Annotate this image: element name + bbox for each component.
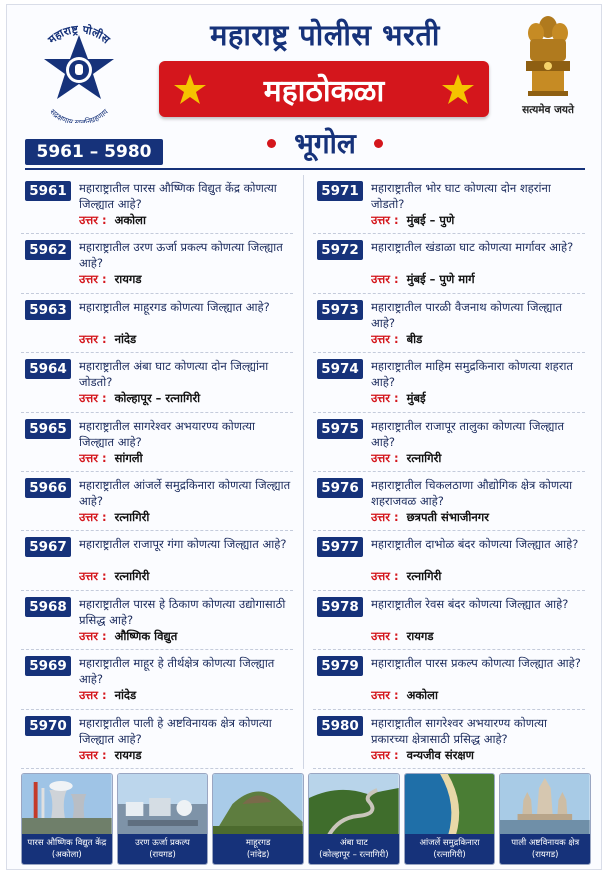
question-item xyxy=(313,294,585,353)
question-text: महाराष्ट्रातील पाली हे अष्टविनायक क्षेत्र कोणत्या जिल्ह्यात आहे? xyxy=(79,715,272,746)
beach-icon xyxy=(405,774,495,836)
title-banner xyxy=(159,61,489,117)
question-item xyxy=(313,353,585,412)
bullet-dot-icon xyxy=(267,139,276,148)
answer-label: उत्तर : xyxy=(79,272,107,287)
photo-caption: पारस औष्णिक विद्युत केंद्र xyxy=(27,838,107,848)
answer-value: रत्नागिरी xyxy=(406,450,442,465)
header-divider xyxy=(25,168,585,170)
answer-label: उत्तर : xyxy=(79,628,107,643)
bullet-dot-icon xyxy=(374,139,383,148)
question-range-badge: 5961 – 5980 xyxy=(25,139,163,165)
photo-fort-hill xyxy=(212,773,304,865)
photo-energy-project xyxy=(117,773,209,865)
answer-value: रत्नागिरी xyxy=(114,509,150,524)
question-number: 5968 xyxy=(25,597,71,617)
photo-caption: अंबा घाट xyxy=(339,838,368,848)
question-item xyxy=(313,175,585,234)
answer-label: उत्तर : xyxy=(371,509,399,524)
question-item xyxy=(21,353,293,412)
question-number: 5966 xyxy=(25,478,71,498)
page-title: महाराष्ट्र पोलीस भरती xyxy=(210,18,440,52)
answer-label: उत्तर : xyxy=(371,569,399,584)
photo-caption-sub: (रायगड) xyxy=(149,850,176,860)
answer-label: उत्तर : xyxy=(371,331,399,346)
answer-row xyxy=(79,748,291,764)
answer-label: उत्तर : xyxy=(79,688,107,703)
question-text: महाराष्ट्रातील उरण ऊर्जा प्रकल्प कोणत्या जिल्ह्यात आहे? xyxy=(79,240,283,271)
star-icon xyxy=(441,72,475,106)
answer-label: उत्तर : xyxy=(79,569,107,584)
answer-label: उत्तर : xyxy=(371,272,399,287)
question-text: महाराष्ट्रातील चिकलठाणा औद्योगिक क्षेत्र कोणत्या शहराजवळ आहे? xyxy=(371,477,573,508)
question-text: महाराष्ट्रातील अंबा घाट कोणत्या दोन जिल्ह्यांना जोडतो? xyxy=(79,359,269,390)
answer-row xyxy=(79,451,291,467)
question-number: 5975 xyxy=(317,419,363,439)
question-text: महाराष्ट्रातील माहूर हे तीर्थक्षेत्र कोणत्या जिल्ह्यात आहे? xyxy=(79,656,275,687)
answer-label: उत्तर : xyxy=(371,747,399,762)
question-number: 5976 xyxy=(317,478,363,498)
photo-power-plant xyxy=(21,773,113,865)
question-number: 5979 xyxy=(317,656,363,676)
temple-icon xyxy=(500,774,590,836)
answer-row xyxy=(371,391,583,407)
answer-label: उत्तर : xyxy=(79,391,107,406)
answer-row xyxy=(79,213,291,229)
answer-row xyxy=(79,391,291,407)
question-number: 5963 xyxy=(25,300,71,320)
subject-heading xyxy=(207,123,443,163)
answer-value: औष्णिक विद्युत xyxy=(114,628,178,643)
question-text: महाराष्ट्रातील माहिम समुद्रकिनारा कोणत्या शहरात आहे? xyxy=(371,359,573,390)
photo-caption: उरण ऊर्जा प्रकल्प xyxy=(135,838,190,848)
question-number: 5970 xyxy=(25,716,71,736)
power-plant-icon xyxy=(22,774,112,836)
question-item xyxy=(21,650,293,709)
answer-label: उत्तर : xyxy=(371,450,399,465)
answer-label: उत्तर : xyxy=(79,747,107,762)
answer-value: बीड xyxy=(406,331,423,346)
answer-row xyxy=(371,748,583,764)
question-number: 5971 xyxy=(317,181,363,201)
question-text: महाराष्ट्रातील सागरेश्वर अभयारण्य कोणत्या प्रकारच्या क्षेत्रासाठी प्रसिद्ध आहे? xyxy=(371,715,548,746)
answer-value: नांदेड xyxy=(114,331,137,346)
question-number: 5964 xyxy=(25,359,71,379)
question-number: 5973 xyxy=(317,300,363,320)
answer-value: मुंबई – पुणे मार्ग xyxy=(406,272,475,287)
answer-row xyxy=(371,688,583,704)
answer-row xyxy=(371,213,583,229)
question-text: महाराष्ट्रातील सागरेश्वर अभयारण्य कोणत्या जिल्ह्यात आहे? xyxy=(79,418,256,449)
question-text: महाराष्ट्रातील आंजर्ले समुद्रकिनारा कोणत्या जिल्ह्यात आहे? xyxy=(79,477,291,508)
photo-ghat-road xyxy=(308,773,400,865)
answer-value: कोल्हापूर – रत्नागिरी xyxy=(114,391,201,406)
answer-row xyxy=(79,688,291,704)
answer-row xyxy=(79,272,291,288)
answer-label: उत्तर : xyxy=(371,688,399,703)
answer-value: रायगड xyxy=(406,628,434,643)
answer-label: उत्तर : xyxy=(371,628,399,643)
ghat-road-icon xyxy=(309,774,399,836)
energy-project-icon xyxy=(118,774,208,836)
question-text: महाराष्ट्रातील पारळी वैजनाथ कोणत्या जिल्ह्यात आहे? xyxy=(371,299,563,330)
answer-label: उत्तर : xyxy=(79,450,107,465)
answer-value: सांगली xyxy=(114,450,143,465)
question-item xyxy=(21,591,293,650)
national-emblem xyxy=(513,11,583,129)
photo-caption-sub: (कोल्हापूर – रत्नागिरी) xyxy=(319,850,389,860)
question-text: महाराष्ट्रातील राजापूर गंगा कोणत्या जिल्ह्यात आहे? xyxy=(79,537,287,552)
column-divider xyxy=(303,175,304,769)
photo-caption: पाली अष्टविनायक क्षेत्र xyxy=(511,838,580,848)
answer-row xyxy=(371,629,583,645)
question-number: 5972 xyxy=(317,240,363,260)
answer-value: रायगड xyxy=(114,747,142,762)
question-item xyxy=(313,710,585,769)
fort-hill-icon xyxy=(213,774,303,836)
questions-right-column xyxy=(313,175,585,769)
photo-caption: आंजर्ले समुद्रकिनारा xyxy=(419,838,480,848)
question-item xyxy=(313,234,585,293)
answer-label: उत्तर : xyxy=(79,509,107,524)
question-number: 5961 xyxy=(25,181,71,201)
star-icon xyxy=(173,72,207,106)
answer-row xyxy=(371,272,583,288)
question-text: महाराष्ट्रातील पारस प्रकल्प कोणत्या जिल्ह्यात आहे? xyxy=(371,656,581,671)
questions-left-column xyxy=(21,175,293,769)
question-text: महाराष्ट्रातील माहूरगड कोणत्या जिल्ह्यात आहे? xyxy=(79,299,270,314)
question-item xyxy=(313,591,585,650)
question-item xyxy=(21,234,293,293)
question-item xyxy=(21,472,293,531)
answer-row xyxy=(79,510,291,526)
answer-value: अकोला xyxy=(406,688,438,703)
logo-top-text: महाराष्ट्र पोलीस xyxy=(45,22,113,47)
answer-label: उत्तर : xyxy=(371,391,399,406)
question-item xyxy=(21,531,293,590)
question-item xyxy=(21,710,293,769)
question-item xyxy=(21,175,293,234)
question-number: 5965 xyxy=(25,419,71,439)
answer-value: छत्रपती संभाजीनगर xyxy=(406,509,489,524)
question-item xyxy=(21,294,293,353)
question-number: 5978 xyxy=(317,597,363,617)
subject-title: भूगोल xyxy=(294,127,356,160)
answer-label: उत्तर : xyxy=(371,213,399,227)
answer-value: नांदेड xyxy=(114,688,137,703)
answer-row xyxy=(371,569,583,585)
question-item xyxy=(313,413,585,472)
poster xyxy=(6,4,602,870)
logo-motto-text: सद्रक्षणाय खलनिग्रहणाय xyxy=(48,107,110,123)
question-number: 5967 xyxy=(25,537,71,557)
answer-value: रायगड xyxy=(114,272,142,287)
photo-caption-sub: (अकोला) xyxy=(51,850,82,860)
question-number: 5977 xyxy=(317,537,363,557)
emblem-motto: सत्यमेव जयते xyxy=(522,104,574,116)
question-number: 5962 xyxy=(25,240,71,260)
question-number: 5969 xyxy=(25,656,71,676)
answer-value: रत्नागिरी xyxy=(406,569,442,584)
photo-caption-sub: (रायगड) xyxy=(531,850,559,860)
question-text: महाराष्ट्रातील पारस औष्णिक विद्युत केंद्र कोणत्या जिल्ह्यात आहे? xyxy=(79,181,277,211)
question-item xyxy=(313,650,585,709)
photo-caption: माहूरगड xyxy=(245,838,271,848)
question-text: महाराष्ट्रातील भोर घाट कोणत्या दोन शहरांना जोडतो? xyxy=(371,181,551,211)
police-logo xyxy=(25,15,133,123)
question-text: महाराष्ट्रातील दाभोळ बंदर कोणत्या जिल्ह्यात आहे? xyxy=(371,537,579,552)
answer-value: मुंबई xyxy=(406,391,426,406)
question-number: 5974 xyxy=(317,359,363,379)
question-item xyxy=(313,472,585,531)
answer-row xyxy=(79,569,291,585)
answer-row xyxy=(79,332,291,348)
photo-strip xyxy=(21,773,591,865)
answer-value: रत्नागिरी xyxy=(114,569,150,584)
lion-capital-icon xyxy=(520,11,576,97)
answer-row xyxy=(79,629,291,645)
answer-row xyxy=(371,451,583,467)
photo-temple xyxy=(499,773,591,865)
answer-value: अकोला xyxy=(114,213,146,227)
answer-value: मुंबई – पुणे xyxy=(406,213,455,227)
question-number: 5980 xyxy=(317,716,363,736)
question-text: महाराष्ट्रातील राजापूर तालुका कोणत्या जिल्ह्यात आहे? xyxy=(371,418,565,449)
answer-row xyxy=(371,332,583,348)
answer-label: उत्तर : xyxy=(79,213,107,227)
answer-value: वन्यजीव संरक्षण xyxy=(406,747,474,762)
question-text: महाराष्ट्रातील पारस हे ठिकाण कोणत्या उद्योगासाठी प्रसिद्ध आहे? xyxy=(79,596,286,627)
question-item xyxy=(21,413,293,472)
photo-caption-sub: (नांदेड) xyxy=(246,850,270,860)
answer-label: उत्तर : xyxy=(79,331,107,346)
question-item xyxy=(313,531,585,590)
question-text: महाराष्ट्रातील रेवस बंदर कोणत्या जिल्ह्यात आहे? xyxy=(371,596,569,611)
question-text: महाराष्ट्रातील खंडाळा घाट कोणत्या मार्गावर आहे? xyxy=(371,240,574,255)
photo-beach xyxy=(404,773,496,865)
svg-text:सद्रक्षणाय खलनिग्रहणाय xyxy=(48,107,110,123)
banner-text: महाठोकळा xyxy=(263,73,385,109)
answer-row xyxy=(371,510,583,526)
photo-caption-sub: (रत्नागिरी) xyxy=(433,850,466,860)
